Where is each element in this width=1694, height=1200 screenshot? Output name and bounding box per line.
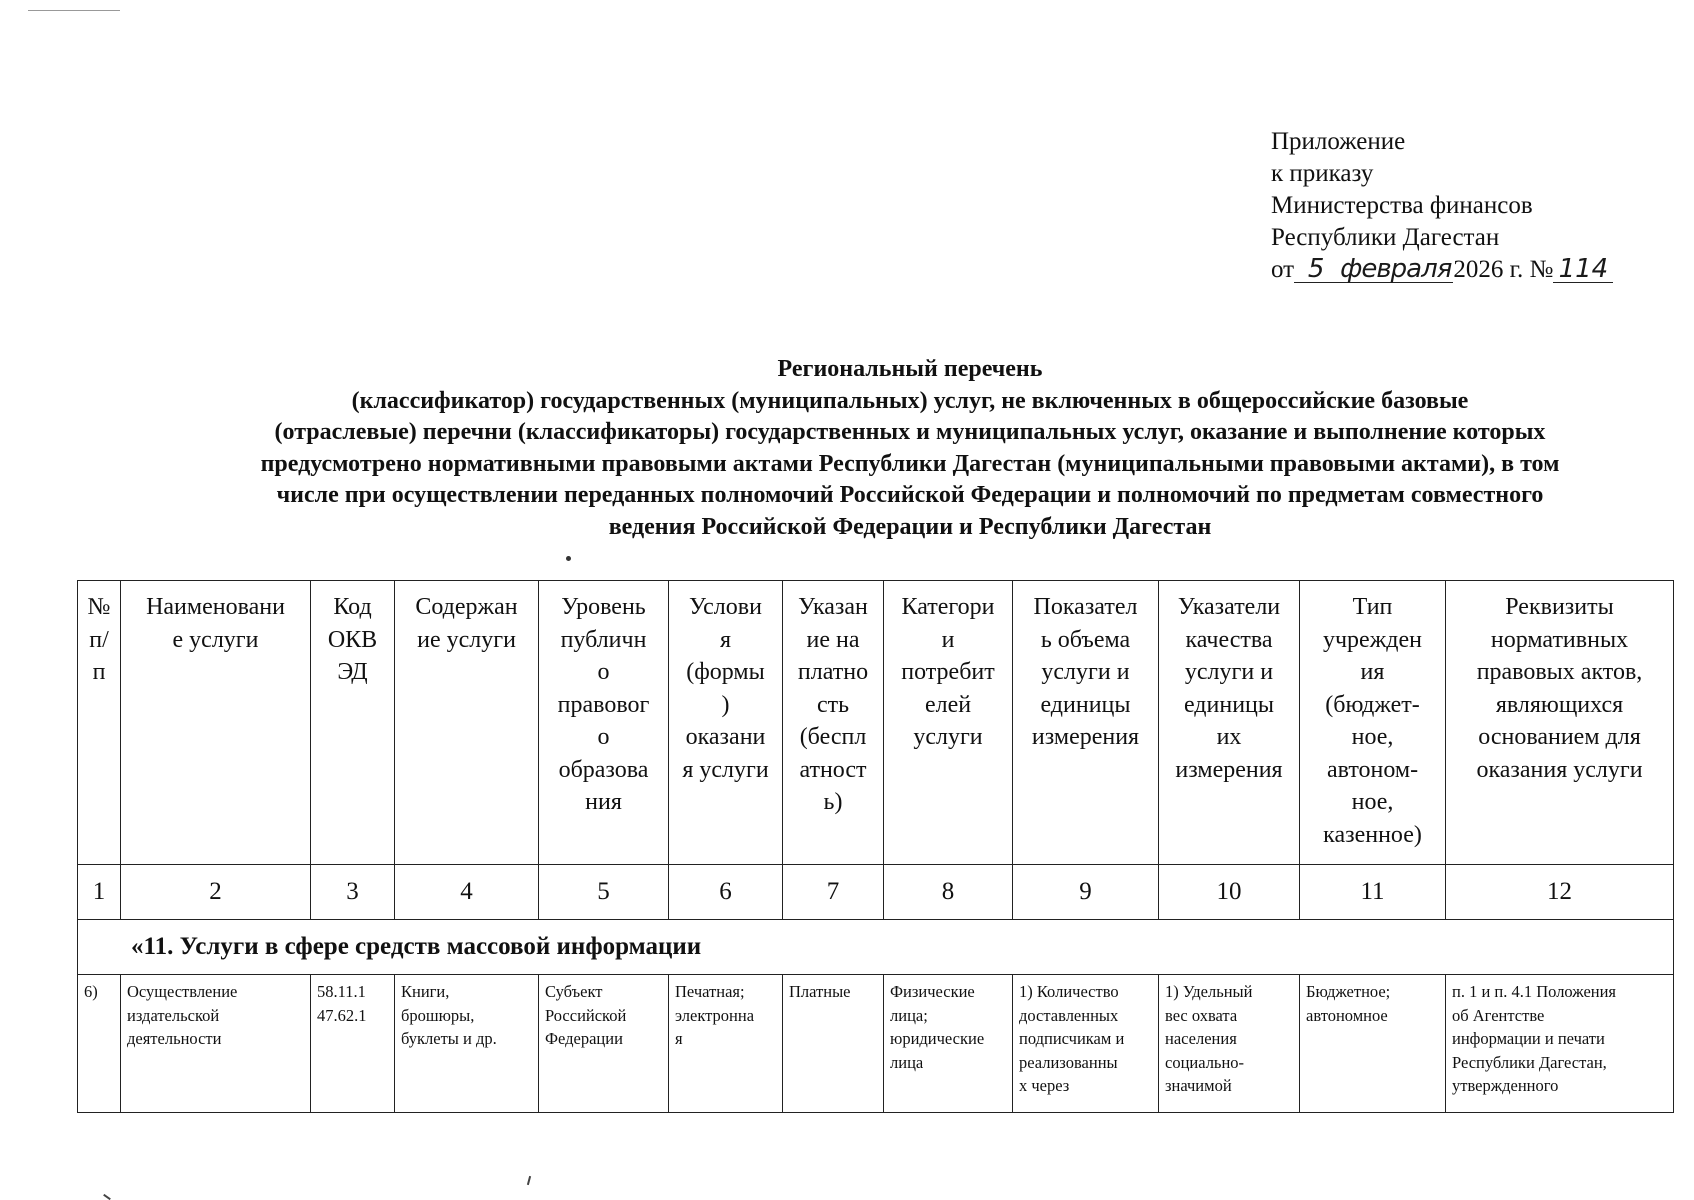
column-number-cell: 8 xyxy=(884,865,1013,920)
header-cell: Реквизиты нормативных правовых актов, являющихся основанием для оказания услуги xyxy=(1446,581,1674,865)
approval-date-prefix: от xyxy=(1271,256,1295,283)
approval-line-1: Приложение xyxy=(1271,128,1406,155)
header-cell: Код ОКВ ЭД xyxy=(311,581,395,865)
table-cell: Бюджетное; автономное xyxy=(1300,975,1446,1113)
header-cell: Наименовани е услуги xyxy=(121,581,311,865)
title-line-2: (классификатор) государственных (муниципальных) услуг, не включенных в общероссийские базовые xyxy=(351,387,1469,414)
table-cell: 6) xyxy=(78,975,121,1113)
title-line-4: предусмотрено нормативными правовыми актами Республики Дагестан (муниципальными правовыми актами), в том xyxy=(260,450,1560,477)
column-number-cell: 7 xyxy=(783,865,884,920)
table-cell: Физические лица; юридические лица xyxy=(884,975,1013,1113)
scan-artifact-line xyxy=(28,10,120,11)
column-number-cell: 6 xyxy=(669,865,783,920)
services-registry-table xyxy=(77,580,1674,1113)
header-cell: Тип учрежден ия (бюджет- ное, автоном- ное, казенное) xyxy=(1300,581,1446,865)
table-cell: 1) Количество доставленных подписчикам и реализованны х через xyxy=(1013,975,1159,1113)
scan-speck xyxy=(527,1176,531,1185)
approval-line-2: к приказу xyxy=(1271,160,1374,187)
column-number-cell: 4 xyxy=(395,865,539,920)
header-cell: Показател ь объема услуги и единицы измерения xyxy=(1013,581,1159,865)
title-line-6: ведения Российской Федерации и Республики Дагестан xyxy=(608,513,1212,540)
table-cell: Платные xyxy=(783,975,884,1113)
column-number-cell: 1 xyxy=(78,865,121,920)
approval-line-4: Республики Дагестан xyxy=(1271,224,1500,251)
handwritten-month: февраля xyxy=(1340,254,1452,284)
header-cell: Уровень публичн о правовог о образова ния xyxy=(539,581,669,865)
header-cell: Услови я (формы ) оказани я услуги xyxy=(669,581,783,865)
table-cell: п. 1 и п. 4.1 Положения об Агентстве информации и печати Республики Дагестан, утвержденного xyxy=(1446,975,1674,1113)
column-number-cell: 9 xyxy=(1013,865,1159,920)
section-title: «11. Услуги в сфере средств массовой информации xyxy=(78,920,1674,975)
header-cell: Указан ие на платно сть (беспл атност ь) xyxy=(783,581,884,865)
scan-speck xyxy=(103,1194,111,1200)
header-cell: Категори и потребит елей услуги xyxy=(884,581,1013,865)
title-line-3: (отраслевые) перечни (классификаторы) государственных и муниципальных услуг, оказание и выполнение которых xyxy=(274,419,1546,445)
approval-line-3: Министерства финансов xyxy=(1271,192,1533,219)
table-row xyxy=(78,975,1674,1113)
table-cell: Субъект Российской Федерации xyxy=(539,975,669,1113)
column-number-cell: 11 xyxy=(1300,865,1446,920)
table-cell: Книги, брошюры, буклеты и др. xyxy=(395,975,539,1113)
table-cell: 1) Удельный вес охвата населения социально- значимой xyxy=(1159,975,1300,1113)
handwritten-order-number: 114 xyxy=(1553,256,1613,283)
title-line-5: числе при осуществлении переданных полномочий Российской Федерации и полномочий по предметам совместного xyxy=(276,482,1544,508)
header-cell: Указатели качества услуги и единицы их измерения xyxy=(1159,581,1300,865)
column-number-cell: 10 xyxy=(1159,865,1300,920)
title-line-1: Региональный перечень xyxy=(777,356,1043,382)
header-cell: № п/ п xyxy=(78,581,121,865)
table-cell: 58.11.1 47.62.1 xyxy=(311,975,395,1113)
column-number-row xyxy=(78,865,1674,920)
scan-speck xyxy=(566,556,571,561)
approval-date-line xyxy=(1271,254,1613,286)
column-number-cell: 12 xyxy=(1446,865,1674,920)
header-cell: Содержан ие услуги xyxy=(395,581,539,865)
column-number-cell: 2 xyxy=(121,865,311,920)
handwritten-day: 5 xyxy=(1294,256,1338,283)
header-row xyxy=(78,581,1674,865)
column-number-cell: 3 xyxy=(311,865,395,920)
section-row xyxy=(78,920,1674,975)
column-number-cell: 5 xyxy=(539,865,669,920)
approval-year-number-label: 2026 г. № xyxy=(1453,256,1554,283)
table-cell: Осуществление издательской деятельности xyxy=(121,975,311,1113)
document-title xyxy=(130,354,1690,543)
table-cell: Печатная; электронна я xyxy=(669,975,783,1113)
approval-block xyxy=(1271,126,1613,286)
